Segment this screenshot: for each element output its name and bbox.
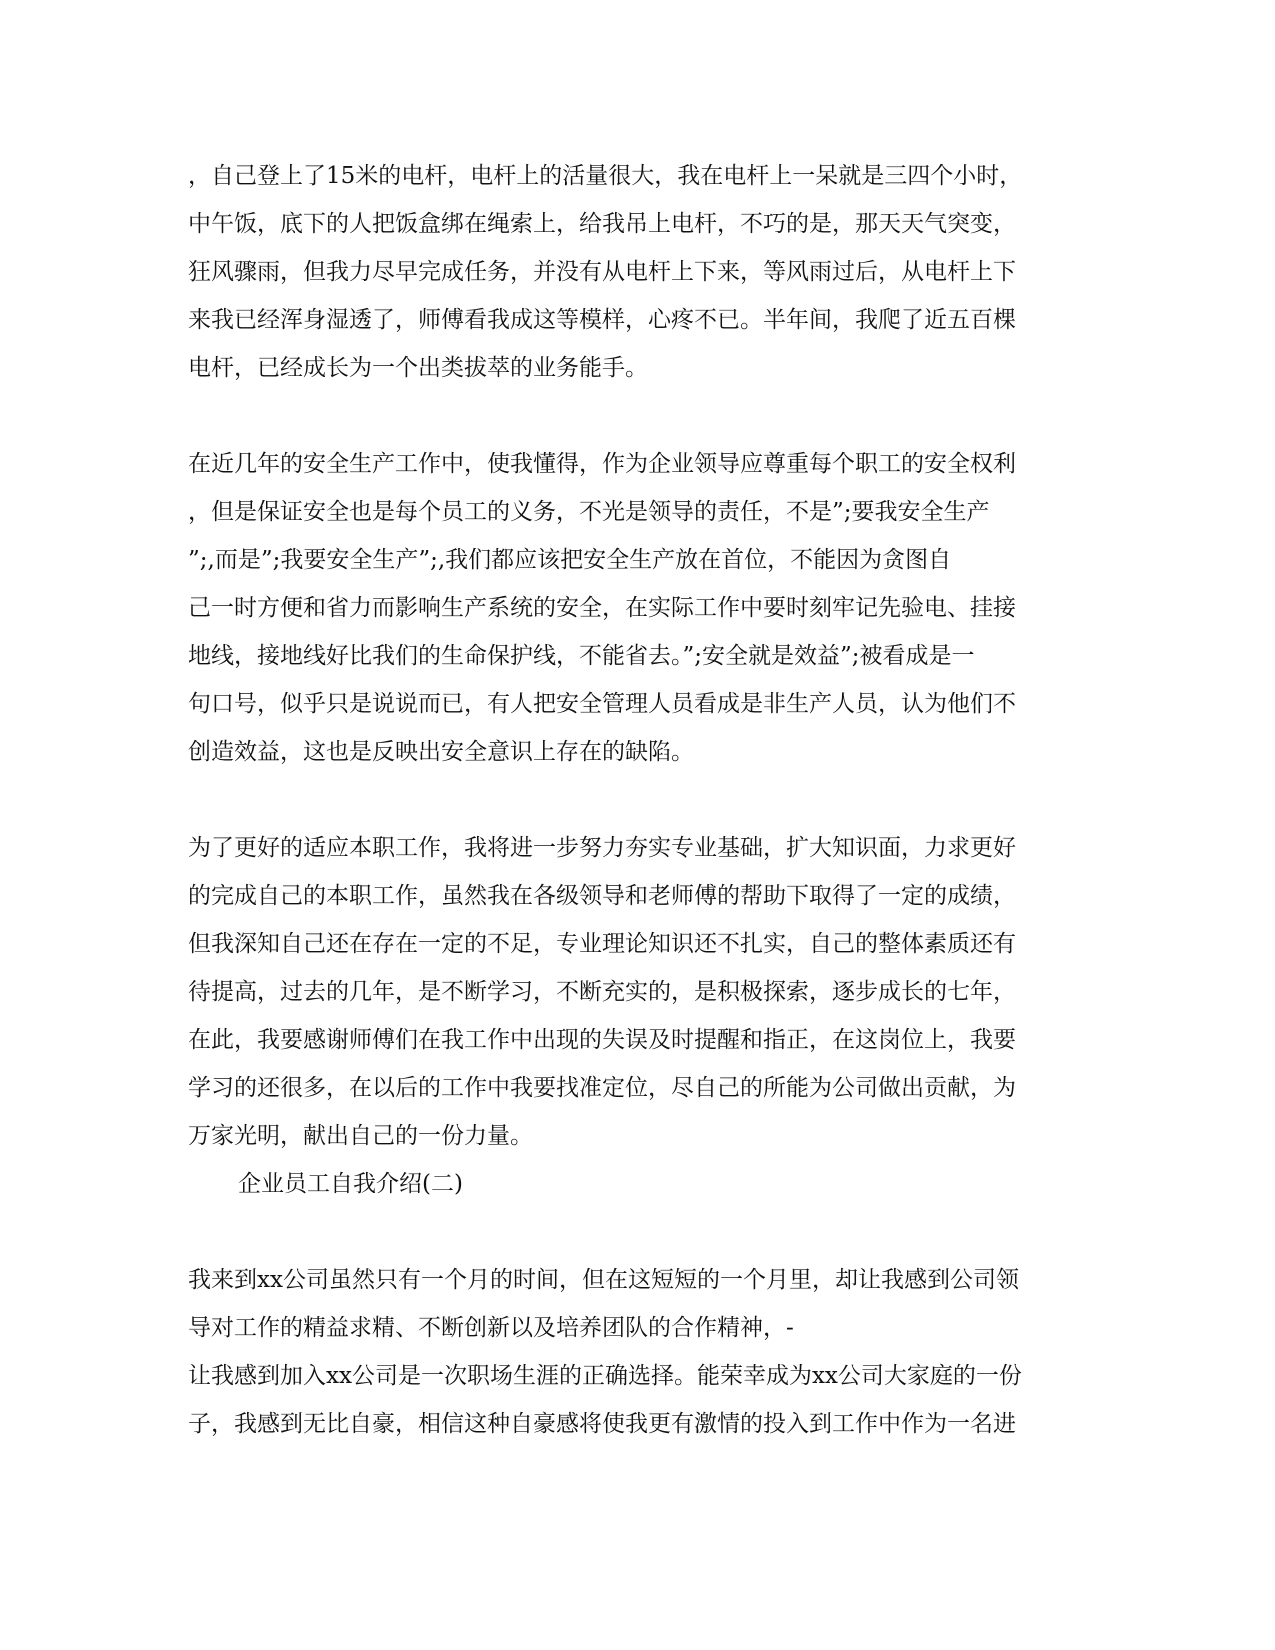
paragraph [188,152,1088,392]
text-line: 中午饭，底下的人把饭盒绑在绳索上，给我吊上电杆，不巧的是，那天天气突变， [188,211,1016,237]
text-line: 来我已经浑身湿透了，师傅看我成这等模样，心疼不已。半年间，我爬了近五百棵 [188,307,1016,333]
document-body [188,152,1088,1448]
paragraph [188,1256,1088,1448]
text-line: 狂风骤雨，但我力尽早完成任务，并没有从电杆上下来，等风雨过后，从电杆上下 [188,259,1016,285]
text-line: ”;,而是”;我要安全生产”;,我们都应该把安全生产放在首位，不能因为贪图自 [188,547,952,573]
text-line: 万家光明，献出自己的一份力量。 [188,1123,533,1149]
text-line: 但我深知自己还在存在一定的不足，专业理论知识还不扎实，自己的整体素质还有 [188,931,1016,957]
text-line: 在近几年的安全生产工作中，使我懂得，作为企业领导应尊重每个职工的安全权利 [188,451,1016,477]
text-line: 的完成自己的本职工作，虽然我在各级领导和老师傅的帮助下取得了一定的成绩， [188,883,1016,909]
paragraph-spacer [188,776,1088,824]
text-line: 导对工作的精益求精、不断创新以及培养团队的合作精神，- [188,1315,794,1341]
text-line: 待提高，过去的几年，是不断学习，不断充实的，是积极探索，逐步成长的七年， [188,979,1016,1005]
text-line: 我来到xx公司虽然只有一个月的时间，但在这短短的一个月里，却让我感到公司领 [188,1267,1019,1293]
text-line: 为了更好的适应本职工作，我将进一步努力夯实专业基础，扩大知识面，力求更好 [188,835,1016,861]
text-line: 学习的还很多，在以后的工作中我要找准定位，尽自己的所能为公司做出贡献，为 [188,1075,1016,1101]
text-line: ，但是保证安全也是每个员工的义务，不光是领导的责任，不是”;要我安全生产 [188,499,990,525]
paragraph-spacer [188,392,1088,440]
section-heading: 企业员工自我介绍(二) [238,1171,463,1197]
text-line: 句口号，似乎只是说说而已，有人把安全管理人员看成是非生产人员，认为他们不 [188,691,1016,717]
text-line: ，自己登上了15米的电杆，电杆上的活量很大，我在电杆上一呆就是三四个小时， [188,163,1023,189]
text-line: 己一时方便和省力而影响生产系统的安全，在实际工作中要时刻牢记先验电、挂接 [188,595,1016,621]
text-line: 让我感到加入xx公司是一次职场生涯的正确选择。能荣幸成为xx公司大家庭的一份 [188,1363,1022,1389]
text-line: 地线，接地线好比我们的生命保护线，不能省去。”;安全就是效益”;被看成是一 [188,643,975,669]
text-line: 创造效益，这也是反映出安全意识上存在的缺陷。 [188,739,694,765]
text-line: 子，我感到无比自豪，相信这种自豪感将使我更有激情的投入到工作中作为一名进 [188,1411,1016,1437]
paragraph [188,824,1088,1160]
text-line: 电杆，已经成长为一个出类拔萃的业务能手。 [188,355,648,381]
text-line: 在此，我要感谢师傅们在我工作中出现的失误及时提醒和指正，在这岗位上，我要 [188,1027,1016,1053]
paragraph-spacer [188,1208,1088,1256]
paragraph [188,440,1088,776]
